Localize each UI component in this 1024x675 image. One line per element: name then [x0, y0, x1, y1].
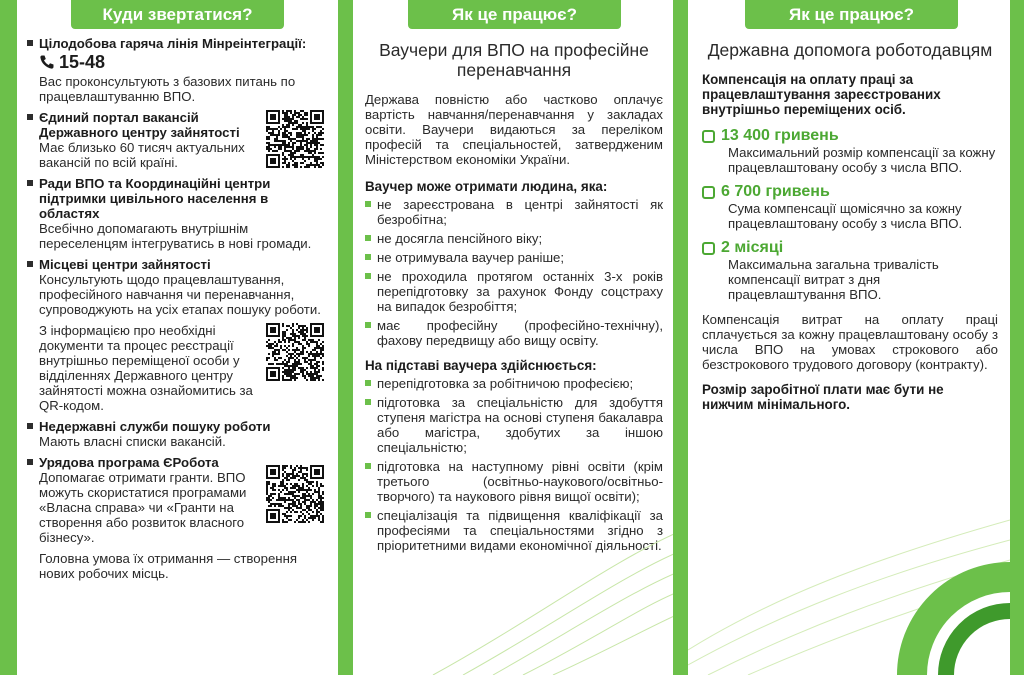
item-title: Урядова програма ЄРобота [39, 455, 219, 470]
amount-value-row [702, 183, 998, 201]
panel2-intro: Держава повністю або частково оплачує вартість навчання/перенавчання у закладах освіти. Ваучери видаються за переліком професій та спеціальностей, затвердженим Міністерством економіки України. [365, 92, 663, 167]
bullet-icon [27, 40, 33, 46]
panel-where-to-apply [17, 0, 338, 675]
list-item [365, 395, 663, 455]
panel-employer-aid [688, 0, 1010, 675]
list-item [365, 250, 663, 265]
section2-list [365, 376, 663, 553]
bullet-icon [365, 322, 371, 328]
amount-desc: Максимальний розмір компенсації за кожну працевлаштовану особу з числа ВПО. [728, 145, 996, 175]
amount-block [702, 183, 998, 231]
amount-value: 13 400 гривень [721, 127, 839, 144]
section1-heading: Ваучер може отримати людина, яка: [365, 179, 608, 194]
list-item [27, 176, 328, 251]
panel2-header: Як це працює? [408, 0, 621, 29]
bullet-icon [27, 114, 33, 120]
item-body: Мають власні списки вакансій. [39, 434, 226, 449]
qr-note [27, 323, 328, 413]
phone-icon [39, 54, 55, 70]
list-item-text: не досягла пенсійного віку; [377, 231, 543, 246]
list-item [365, 508, 663, 553]
panel3-title: Державна допомога роботодавцям [707, 40, 993, 60]
section2-heading: На підставі ваучера здійснюється: [365, 358, 597, 373]
bullet-icon [27, 261, 33, 267]
footer-note: Головна умова їх отримання — створення нових робочих місць. [39, 551, 297, 581]
bullet-icon [365, 399, 371, 405]
list-item [365, 376, 663, 391]
panel3-bold-note: Розмір заробітної плати має бути не нижчим мінімального. [702, 382, 944, 412]
checkbox-icon [702, 130, 715, 143]
amount-desc: Сума компенсації щомісячно за кожну працевлаштовану особу з числа ВПО. [728, 201, 963, 231]
item-body: Допомагає отримати гранти. ВПО можуть скористатися програмами «Власна справа» чи «Гранти на створення або розвиток власного бізнесу». [39, 470, 247, 545]
amount-value-row [702, 239, 998, 257]
amount-value: 2 місяці [721, 239, 784, 256]
list-item-text: має професійну (професійно-технічну), фахову передвищу або вищу освіту. [377, 318, 663, 348]
amount-value-row [702, 127, 998, 145]
list-item-text: перепідготовка за робітничою професією; [377, 376, 634, 391]
item-body: Консультують щодо працевлаштування, професійного навчання чи перенавчання, супроводжують на усіх етапах пошуку роботи. [39, 272, 321, 317]
list-item-text: не отримувала ваучер раніше; [377, 250, 565, 265]
amount-block [702, 239, 998, 302]
bullet-icon [365, 380, 371, 386]
bullet-icon [365, 254, 371, 260]
bullet-icon [27, 180, 33, 186]
list-item [365, 318, 663, 348]
checkbox-icon [702, 242, 715, 255]
panel3-content [688, 36, 1010, 412]
panel3-header: Як це працює? [745, 0, 958, 29]
list-item [365, 459, 663, 504]
list-item-text: спеціалізація та підвищення кваліфікації за професіями та спеціальностями згідно з пріоритетними видами економічної діяльності. [377, 508, 663, 553]
bullet-icon [365, 463, 371, 469]
list-item [27, 257, 328, 317]
list-item-text: не зареєстрована в центрі зайнятості як безробітна; [377, 197, 663, 227]
bullet-icon [27, 423, 33, 429]
list-item-text: підготовка на наступному рівні освіти (крім третього (освітньо-наукового/освітньо-творчого) та наукового рівня вищої освіти); [377, 459, 663, 504]
list-item [27, 419, 328, 449]
panel1-content [17, 36, 338, 587]
qr-code-icon[interactable] [266, 110, 324, 168]
panel2-content [353, 36, 673, 563]
list-item [365, 231, 663, 246]
panel2-title: Ваучери для ВПО на професійне перенавчання [379, 40, 649, 80]
list-item-text: підготовка за спеціальністю для здобуття ступеня магістра на основі ступеня бакалавра або магістра, здобутих за іншою спеціальністю; [377, 395, 663, 455]
qr-note-text: З інформацією про необхідні документи та процес реєстрації внутрішньо переміщеної особи у відділеннях Державного центру зайнятості можна ознайомитись за QR-кодом. [39, 323, 253, 413]
checkbox-icon [702, 186, 715, 199]
item-title: Недержавні служби пошуку роботи [39, 419, 271, 434]
list-item [27, 36, 328, 104]
list-item [365, 269, 663, 314]
amount-value: 6 700 гривень [721, 183, 830, 200]
panel3-paragraph: Компенсація витрат на оплату праці сплачується за кожну працевлаштовану особу з числа ВПО на умовах строкового або безстрокового трудового договору (контракту). [702, 312, 998, 372]
bullet-icon [27, 459, 33, 465]
item-title: Ради ВПО та Координаційні центри підтримки цивільного населення в областях [39, 176, 271, 221]
item-body: Всебічно допомагають внутрішнім переселенцям інтегруватись в нові громади. [39, 221, 312, 251]
bullet-icon [365, 512, 371, 518]
list-item [27, 110, 328, 170]
section1-list [365, 197, 663, 348]
qr-code-icon[interactable] [266, 323, 324, 381]
item-body: Має близько 60 тисяч актуальних вакансій по всій країні. [39, 140, 245, 170]
item-body: Вас проконсультують з базових питань по працевлаштуванню ВПО. [39, 74, 296, 104]
hotline-number: 15-48 [59, 52, 106, 72]
bullet-icon [365, 273, 371, 279]
bullet-icon [365, 201, 371, 207]
list-item [27, 455, 328, 545]
bullet-icon [365, 235, 371, 241]
amount-block [702, 127, 998, 175]
list-item-text: не проходила протягом останніх 3-х років перепідготовку за рахунок Фонду соцстраху на випадок безробіття; [377, 269, 663, 314]
item-title: Цілодобова гаряча лінія Мінреінтеграції: [39, 36, 307, 51]
panel3-lead: Компенсація на оплату праці за працевлаштування зареєстрованих внутрішньо переміщених осіб. [702, 72, 941, 117]
list-item [365, 197, 663, 227]
item-title: Місцеві центри зайнятості [39, 257, 211, 272]
panel1-header: Куди звертатися? [71, 0, 284, 29]
amount-desc: Максимальна загальна тривалість компенсації витрат з дня працевлаштування ВПО. [728, 257, 939, 302]
item-title: Єдиний портал вакансій Державного центру зайнятості [39, 110, 240, 140]
hotline-phone[interactable] [39, 52, 328, 72]
qr-code-icon[interactable] [266, 465, 324, 523]
panel-vouchers [353, 0, 673, 675]
